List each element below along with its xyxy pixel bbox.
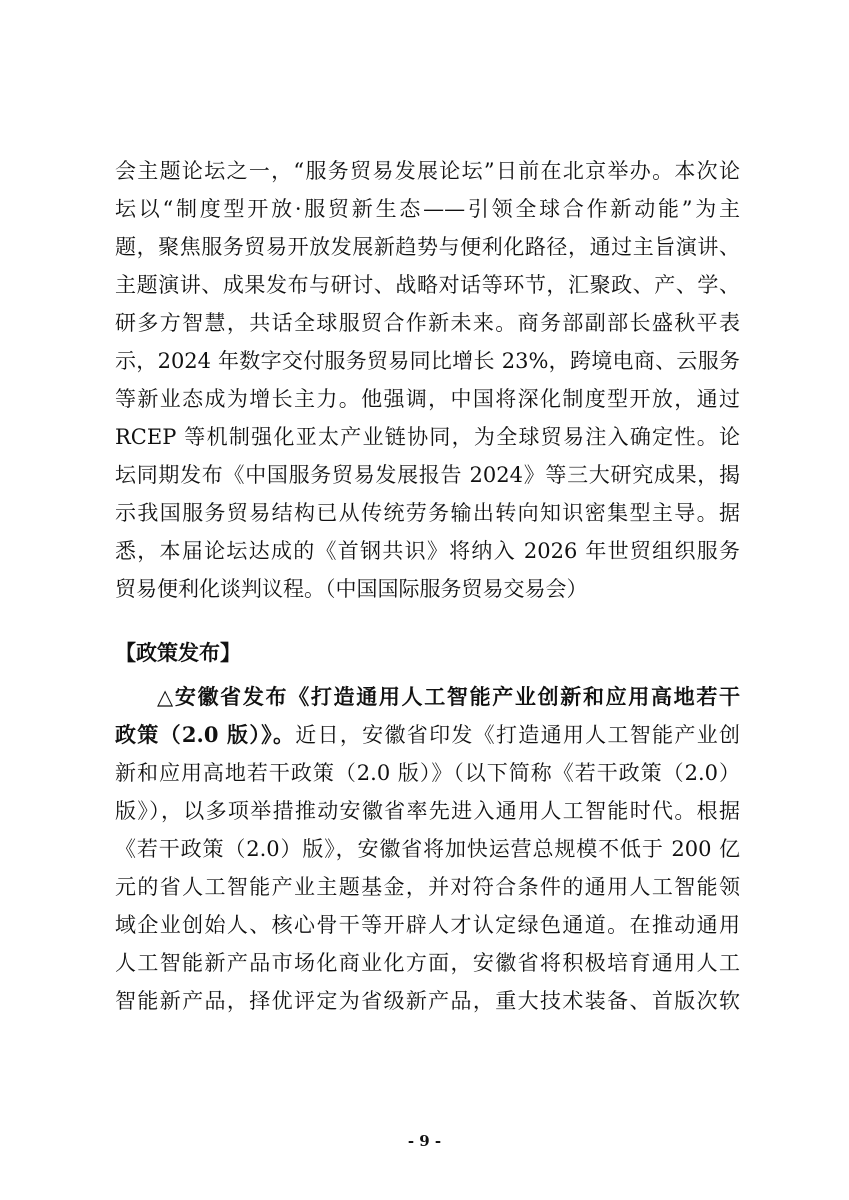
paragraph-line: 示我国服务贸易结构已从传统劳务输出转向知识密集型主导。据: [115, 501, 740, 525]
paragraph-line: 研多方智慧，共话全球服贸合作新未来。商务部副部长盛秋平表: [115, 311, 740, 335]
paragraph-line: 人工智能新产品市场化商业化方面，安徽省将积极培育通用人工: [115, 951, 740, 975]
paragraph-line: RCEP 等机制强化亚太产业链协同，为全球贸易注入确定性。论: [115, 425, 740, 449]
paragraph-line: [115, 716, 740, 754]
policy-title-end: 政策（2.0 版）》。: [115, 722, 296, 747]
paragraph-line: 悉，本届论坛达成的《首钢共识》将纳入 2026 年世贸组织服务: [115, 539, 740, 563]
paragraph-text: 近日，安徽省印发《打造通用人工智能产业创: [295, 723, 740, 747]
paragraph-line: 等新业态成为增长主力。他强调，中国将深化制度型开放，通过: [115, 387, 740, 411]
paragraph-line: 坛同期发布《中国服务贸易发展报告 2024》等三大研究成果，揭: [115, 463, 740, 487]
paragraph-line: 主题演讲、成果发布与研讨、战略对话等环节，汇聚政、产、学、: [115, 273, 740, 297]
paragraph-line: 会主题论坛之一，“服务贸易发展论坛”日前在北京举办。本次论: [115, 159, 740, 183]
paragraph-line: 智能新产品，择优评定为省级新产品，重大技术装备、首版次软: [115, 989, 740, 1013]
paragraph-line: 题，聚焦服务贸易开放发展新趋势与便利化路径，通过主旨演讲、: [115, 235, 740, 259]
paragraph-line: 坛以“制度型开放·服贸新生态——引领全球合作新动能”为主: [115, 197, 740, 221]
paragraph-line: 域企业创始人、核心骨干等开辟人才认定绿色通道。在推动通用: [115, 913, 740, 937]
paragraph-line: 版》），以多项举措推动安徽省率先进入通用人工智能时代。根据: [115, 799, 740, 823]
paragraph-line: 贸易便利化谈判议程。（中国国际服务贸易交易会）: [115, 577, 588, 601]
paragraph-line: 《若干政策（2.0）版》，安徽省将加快运营总规模不低于 200 亿: [115, 837, 740, 861]
paragraph-line: 示，2024 年数字交付服务贸易同比增长 23%，跨境电商、云服务: [115, 349, 740, 373]
page-number: - 9 -: [407, 1132, 442, 1150]
paragraph-line: 元的省人工智能产业主题基金，并对符合条件的通用人工智能领: [115, 875, 740, 899]
section-heading: 【政策发布】: [115, 640, 241, 665]
policy-title-line: △安徽省发布《打造通用人工智能产业创新和应用高地若干: [157, 684, 740, 709]
paragraph-line: 新和应用高地若干政策（2.0 版）》（以下简称《若干政策（2.0）: [115, 761, 740, 785]
